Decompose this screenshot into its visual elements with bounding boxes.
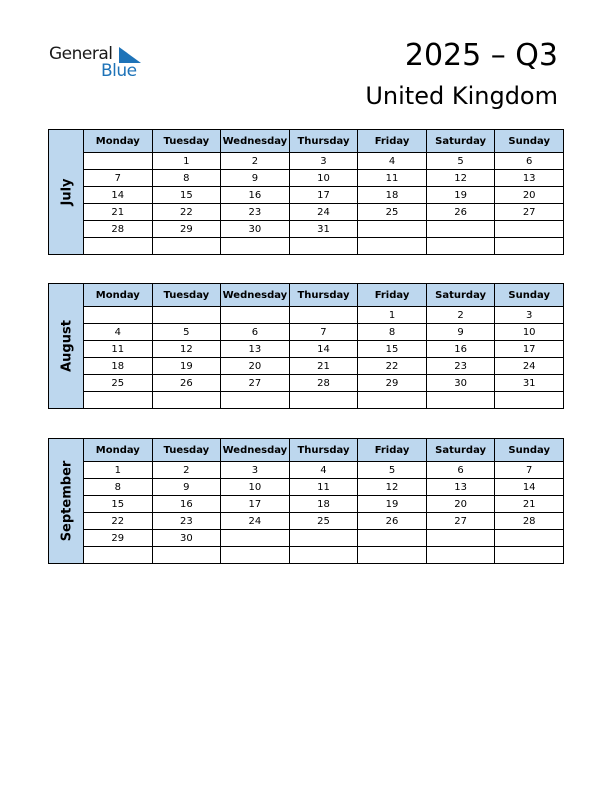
day-cell [358,392,427,409]
day-cell [221,547,290,564]
week-row [84,513,564,530]
day-cell: 13 [495,170,564,187]
weekday-header-row [84,284,564,307]
week-row [84,358,564,375]
day-cell [152,392,221,409]
calendar-grid [83,438,564,564]
day-cell: 7 [289,324,358,341]
day-cell: 28 [495,513,564,530]
day-cell: 18 [358,187,427,204]
logo-word-general: General [49,44,113,64]
day-cell: 22 [84,513,153,530]
day-cell: 16 [152,496,221,513]
weekday-header: Thursday [289,284,358,307]
day-cell [152,238,221,255]
day-cell: 21 [289,358,358,375]
day-cell [495,221,564,238]
weekday-header: Monday [84,439,153,462]
month-name: August [59,320,74,372]
day-cell: 8 [152,170,221,187]
day-cell: 23 [426,358,495,375]
day-cell: 11 [289,479,358,496]
day-cell [495,547,564,564]
weekday-header: Tuesday [152,439,221,462]
day-cell: 2 [426,307,495,324]
day-cell: 20 [426,496,495,513]
day-cell: 19 [426,187,495,204]
day-cell [152,547,221,564]
weekday-header: Sunday [495,130,564,153]
logo-word-blue: Blue [101,61,137,81]
day-cell: 9 [221,170,290,187]
day-cell: 26 [152,375,221,392]
week-row [84,238,564,255]
day-cell: 20 [221,358,290,375]
weekday-header: Thursday [289,439,358,462]
day-cell: 31 [495,375,564,392]
page-title: 2025 – Q3 [404,38,558,73]
day-cell [152,307,221,324]
week-row [84,204,564,221]
weekday-header: Saturday [426,284,495,307]
day-cell [84,307,153,324]
day-cell [221,307,290,324]
day-cell [221,530,290,547]
day-cell: 28 [84,221,153,238]
weekday-header: Saturday [426,130,495,153]
day-cell: 12 [358,479,427,496]
day-cell: 5 [426,153,495,170]
day-cell: 10 [495,324,564,341]
day-cell: 17 [221,496,290,513]
day-cell: 18 [289,496,358,513]
day-cell [495,530,564,547]
day-cell [358,238,427,255]
weekday-header: Friday [358,284,427,307]
day-cell: 2 [221,153,290,170]
day-cell [221,238,290,255]
weekday-header-row [84,130,564,153]
weekday-header: Saturday [426,439,495,462]
weekday-header: Friday [358,130,427,153]
day-cell: 26 [426,204,495,221]
day-cell: 3 [289,153,358,170]
week-row [84,307,564,324]
day-cell: 17 [495,341,564,358]
day-cell: 3 [495,307,564,324]
day-cell: 5 [152,324,221,341]
day-cell: 17 [289,187,358,204]
day-cell: 27 [426,513,495,530]
day-cell: 29 [84,530,153,547]
weekday-header: Monday [84,284,153,307]
day-cell: 11 [84,341,153,358]
day-cell: 15 [152,187,221,204]
day-cell: 14 [495,479,564,496]
week-row [84,496,564,513]
day-cell: 30 [426,375,495,392]
day-cell: 23 [152,513,221,530]
day-cell [495,392,564,409]
day-cell: 1 [358,307,427,324]
day-cell [84,547,153,564]
day-cell: 25 [289,513,358,530]
day-cell [426,547,495,564]
day-cell: 25 [84,375,153,392]
week-row [84,547,564,564]
day-cell: 12 [426,170,495,187]
day-cell: 7 [495,462,564,479]
week-row [84,479,564,496]
day-cell: 13 [221,341,290,358]
weekday-header: Sunday [495,284,564,307]
day-cell: 1 [84,462,153,479]
day-cell: 6 [426,462,495,479]
day-cell: 13 [426,479,495,496]
day-cell: 30 [221,221,290,238]
day-cell: 12 [152,341,221,358]
day-cell: 21 [84,204,153,221]
day-cell [358,530,427,547]
day-cell [289,547,358,564]
day-cell: 14 [84,187,153,204]
day-cell: 4 [84,324,153,341]
day-cell [84,153,153,170]
day-cell: 20 [495,187,564,204]
day-cell: 27 [495,204,564,221]
day-cell: 1 [152,153,221,170]
country-subtitle: United Kingdom [365,82,558,110]
day-cell: 4 [358,153,427,170]
month-block-september [48,438,564,564]
weekday-header: Tuesday [152,130,221,153]
day-cell [289,307,358,324]
week-row [84,324,564,341]
day-cell: 25 [358,204,427,221]
day-cell: 24 [495,358,564,375]
day-cell [289,238,358,255]
day-cell: 9 [426,324,495,341]
day-cell: 19 [152,358,221,375]
day-cell [426,392,495,409]
week-row [84,375,564,392]
day-cell: 27 [221,375,290,392]
month-block-august [48,283,564,409]
week-row [84,221,564,238]
month-label [48,438,84,564]
day-cell [358,221,427,238]
weekday-header: Monday [84,130,153,153]
calendar-grid [83,283,564,409]
month-label [48,129,84,255]
day-cell: 8 [358,324,427,341]
day-cell [84,392,153,409]
day-cell: 5 [358,462,427,479]
day-cell: 6 [495,153,564,170]
day-cell [426,238,495,255]
day-cell [495,238,564,255]
day-cell: 7 [84,170,153,187]
weekday-header: Wednesday [221,284,290,307]
day-cell: 15 [358,341,427,358]
day-cell: 24 [289,204,358,221]
weekday-header: Wednesday [221,439,290,462]
week-row [84,187,564,204]
day-cell: 31 [289,221,358,238]
day-cell: 11 [358,170,427,187]
weekday-header: Sunday [495,439,564,462]
week-row [84,153,564,170]
day-cell: 6 [221,324,290,341]
day-cell: 28 [289,375,358,392]
day-cell: 22 [152,204,221,221]
day-cell: 16 [426,341,495,358]
day-cell: 3 [221,462,290,479]
week-row [84,170,564,187]
month-name: July [59,178,74,206]
month-name: September [59,460,74,542]
day-cell: 10 [221,479,290,496]
day-cell: 4 [289,462,358,479]
day-cell [289,392,358,409]
day-cell [426,530,495,547]
day-cell: 14 [289,341,358,358]
week-row [84,341,564,358]
weekday-header-row [84,439,564,462]
day-cell: 9 [152,479,221,496]
week-row [84,462,564,479]
day-cell [84,238,153,255]
day-cell: 10 [289,170,358,187]
weekday-header: Tuesday [152,284,221,307]
day-cell: 29 [358,375,427,392]
week-row [84,392,564,409]
day-cell: 29 [152,221,221,238]
day-cell: 21 [495,496,564,513]
day-cell: 19 [358,496,427,513]
day-cell: 16 [221,187,290,204]
weekday-header: Friday [358,439,427,462]
day-cell: 24 [221,513,290,530]
day-cell [289,530,358,547]
weekday-header: Thursday [289,130,358,153]
month-block-july [48,129,564,255]
day-cell [358,547,427,564]
day-cell: 15 [84,496,153,513]
week-row [84,530,564,547]
month-label [48,283,84,409]
day-cell: 23 [221,204,290,221]
day-cell: 22 [358,358,427,375]
day-cell: 18 [84,358,153,375]
day-cell [221,392,290,409]
day-cell: 26 [358,513,427,530]
day-cell: 30 [152,530,221,547]
day-cell: 8 [84,479,153,496]
day-cell: 2 [152,462,221,479]
weekday-header: Wednesday [221,130,290,153]
logo [49,44,149,84]
calendar-grid [83,129,564,255]
day-cell [426,221,495,238]
